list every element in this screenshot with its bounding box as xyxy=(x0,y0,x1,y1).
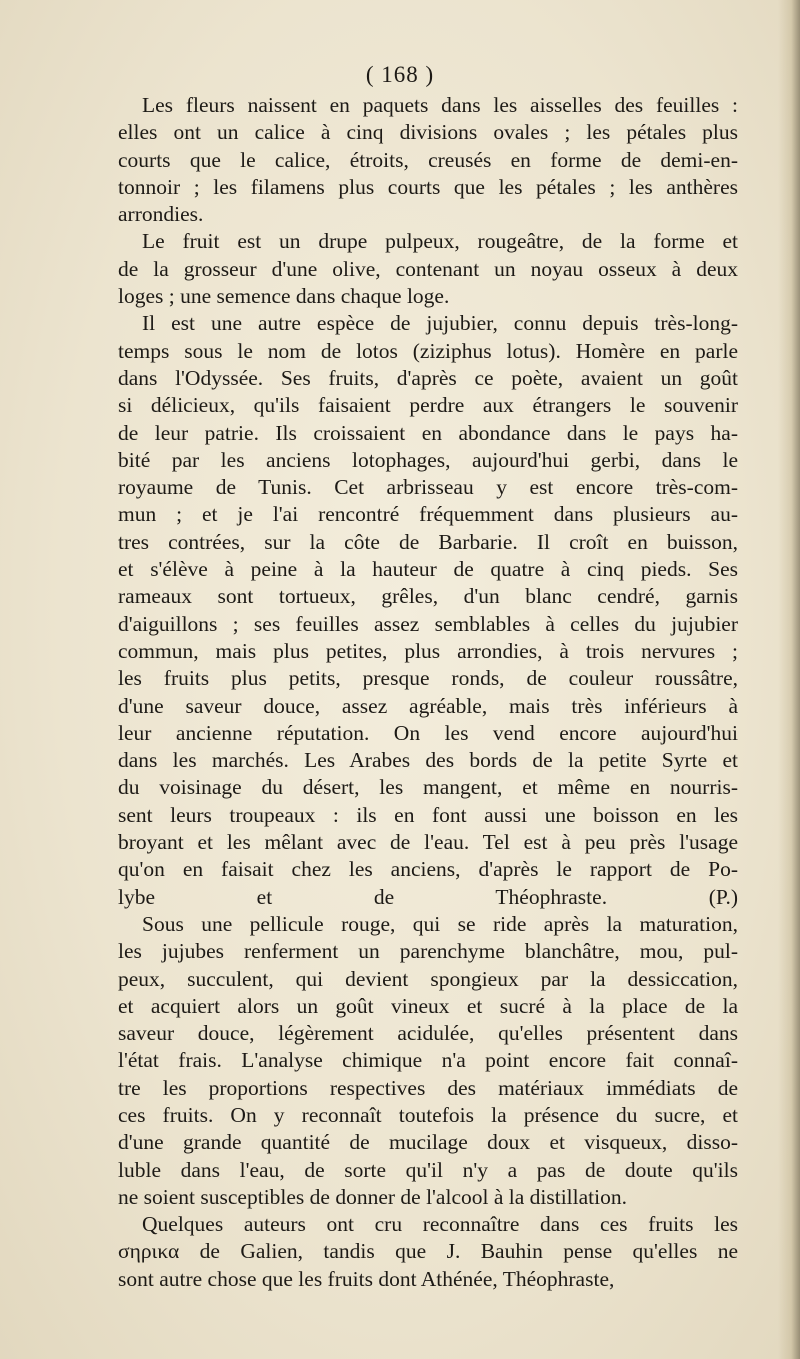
text-line: tre les proportions respectives des matériaux immédiats de xyxy=(118,1075,738,1100)
text-line: peux, succulent, qui devient spongieux par la dessiccation, xyxy=(118,966,738,991)
text-line: tres contrées, sur la côte de Barbarie. Il croît en buisson, xyxy=(118,529,738,554)
text-line: et s'élève à peine à la hauteur de quatre à cinq pieds. Ses xyxy=(118,557,738,582)
text-line: de la grosseur d'une olive, contenant un noyau osseux à deux xyxy=(118,256,738,281)
text-line: ces fruits. On y reconnaît toutefois la présence du sucre, et xyxy=(118,1102,738,1127)
text-line: Sous une pellicule rouge, qui se ride après la maturation, xyxy=(142,911,738,936)
text-line: temps sous le nom de lotos (ziziphus lotus). Homère en parle xyxy=(118,338,738,363)
text-line: si délicieux, qu'ils faisaient perdre aux étrangers le souvenir xyxy=(118,393,738,418)
text-line: dans l'Odyssée. Ses fruits, d'après ce poète, avaient un goût xyxy=(118,365,738,390)
text-line: courts que le calice, étroits, creusés en forme de demi-en- xyxy=(118,147,738,172)
text-line: leur ancienne réputation. On les vend encore aujourd'hui xyxy=(118,720,738,745)
text-line: du voisinage du désert, les mangent, et même en nourris- xyxy=(118,775,738,800)
text-line: luble dans l'eau, de sorte qu'il n'y a pas de doute qu'ils xyxy=(118,1157,738,1182)
text-line: rameaux sont tortueux, grêles, d'un blanc cendré, garnis xyxy=(118,584,738,609)
text-line: Quelques auteurs ont cru reconnaître dans ces fruits les xyxy=(142,1212,738,1237)
text-line: l'état frais. L'analyse chimique n'a point encore fait connaî- xyxy=(118,1048,738,1073)
text-line: bité par les anciens lotophages, aujourd'hui gerbi, dans le xyxy=(118,447,738,472)
text-line: ne soient susceptibles de donner de l'alcool à la distillation. xyxy=(118,1184,627,1209)
text-line: broyant et les mêlant avec de l'eau. Tel est à peu près l'usage xyxy=(118,830,738,855)
text-line: loges ; une semence dans chaque loge. xyxy=(118,284,450,309)
text-line: royaume de Tunis. Cet arbrisseau y est encore très-com- xyxy=(118,475,738,500)
text-line: sont autre chose que les fruits dont Athénée, Théophraste, xyxy=(118,1266,615,1291)
text-line: et acquiert alors un goût vineux et sucré à la place de la xyxy=(118,993,738,1018)
text-line: Le fruit est un drupe pulpeux, rougeâtre, de la forme et xyxy=(142,229,738,254)
text-line: Les fleurs naissent en paquets dans les aisselles des feuilles : xyxy=(142,93,738,117)
text-line: sent leurs troupeaux : ils en font aussi une boisson en les xyxy=(118,802,738,827)
text-line: mun ; et je l'ai rencontré fréquemment dans plusieurs au- xyxy=(118,502,738,527)
text-line: elles ont un calice à cinq divisions ovales ; les pétales plus xyxy=(118,120,738,145)
text-line: d'une saveur douce, assez agréable, mais très inférieurs à xyxy=(118,693,738,718)
text-line: les fruits plus petits, presque ronds, de couleur roussâtre, xyxy=(118,666,738,691)
text-line: arrondies. xyxy=(118,202,204,227)
text-line: d'aiguillons ; ses feuilles assez semblables à celles du jujubier xyxy=(118,611,738,636)
text-line: de leur patrie. Ils croissaient en abondance dans le pays ha- xyxy=(118,420,738,445)
text-line: dans les marchés. Les Arabes des bords de la petite Syrte et xyxy=(118,748,738,773)
text-line: qu'on en faisait chez les anciens, d'après le rapport de Po- xyxy=(118,857,738,882)
text-line: σηρικα de Galien, tandis que J. Bauhin pense qu'elles ne xyxy=(118,1239,738,1264)
text-line: Il est une autre espèce de jujubier, connu depuis très-long- xyxy=(142,311,738,336)
text-line: commun, mais plus petites, plus arrondies, à trois nervures ; xyxy=(118,638,738,663)
page-number: ( 168 ) xyxy=(365,62,435,87)
text-line: d'une grande quantité de mucilage doux et visqueux, disso- xyxy=(118,1130,738,1155)
body-text xyxy=(118,92,738,1293)
text-line: saveur douce, légèrement acidulée, qu'elles présentent dans xyxy=(118,1021,738,1046)
text-line: lybe et de Théophraste. (P.) xyxy=(118,884,738,909)
page-edge-shadow xyxy=(778,0,800,1359)
text-line: les jujubes renferment un parenchyme blanchâtre, mou, pul- xyxy=(118,939,738,964)
text-line: tonnoir ; les filamens plus courts que les pétales ; les anthères xyxy=(118,174,738,199)
